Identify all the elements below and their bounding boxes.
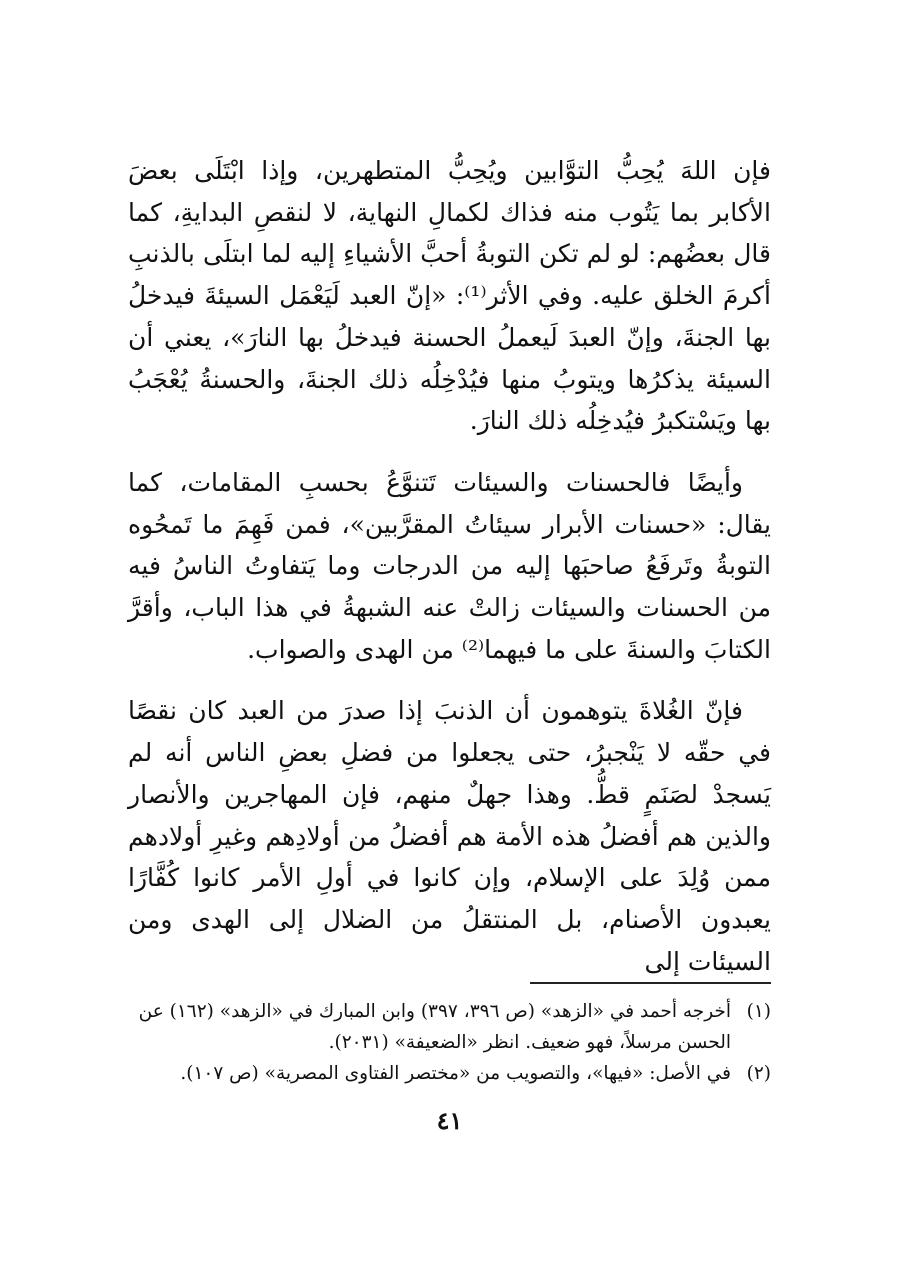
- footnote-1: [128, 996, 771, 1058]
- body-paragraph-2: وأيضًا فالحسنات والسيئات تَتنوَّعُ بحسبِ المقامات، كما يقال: «حسنات الأبرار سيئاتُ المقرَّبين»، فمن فَهِمَ ما تَمحُوه التوبةُ وتَرفَعُ صاحبَها إليه من الدرجات وما يَتفاوتُ الناسُ فيه من الحسنات والسيئات زالتْ عنه الشبهةُ في هذا الباب، وأقرَّ الكتابَ والسنةَ على ما فيهما⁽²⁾ من الهدى والصواب.: [128, 467, 771, 664]
- body-paragraph-3: فإنّ الغُلاةَ يتوهمون أن الذنبَ إذا صدرَ من العبد كان نقصًا في حقّه لا يَنْجبرُ، حتى يجعلوا من فضلِ بعضِ الناس أنه لم يَسجدْ لصَنَمٍ قطُّ. وهذا جهلٌ منهم، فإن المهاجرين والأنصار والذين هم أفضلُ هذه الأمة هم أفضلُ من أولادِهم وغيرِ أولادهم ممن وُلِدَ على الإسلام، وإن كانوا في أولِ الأمر كانوا كُفَّارًا يعبدون الأصنام، بل المنتقلُ من الضلال إلى الهدى ومن السيئات إلى: [128, 696, 771, 976]
- book-page: [128, 150, 771, 1190]
- page-number: ٤١: [436, 1106, 463, 1135]
- footnote-text: أخرجه أحمد في «الزهد» (ص ٣٩٦، ٣٩٧) وابن المبارك في «الزهد» (١٦٢) عن الحسن مرسلاً، فهو ضعيف. انظر «الضعيفة» (٢٠٣١).: [138, 1001, 731, 1053]
- footnote-text: في الأصل: «فيها»، والتصويب من «مختصر الفتاوى المصرية» (ص ١٠٧).: [180, 1063, 731, 1084]
- footnote-2: [128, 1058, 771, 1089]
- body-paragraph-1: فإن اللهَ يُحِبُّ التوَّابين ويُحِبُّ المتطهرين، وإذا ابْتَلَى بعضَ الأكابر بما يَتُوب منه فذاك لكمالِ النهاية، لا لنقصِ البدايةِ، كما قال بعضُهم: لو لم تكن التوبةُ أحبَّ الأشياءِ إليه لما ابتلَى بالذنبِ أكرمَ الخلق عليه. وفي الأثر⁽¹⁾: «إنّ العبد لَيَعْمَل السيئةَ فيدخلُ بها الجنةَ، وإنّ العبدَ لَيعملُ الحسنة فيدخلُ بها النارَ»، يعني أن السيئة يذكرُها ويتوبُ منها فيُدْخِلُه ذلك الجنةَ، والحسنةُ يُعْجَبُ بها ويَسْتكبرُ فيُدخِلُه ذلك النارَ.: [128, 156, 772, 436]
- footnote-number: (٢): [746, 1063, 771, 1084]
- footnote-separator: [530, 982, 771, 984]
- footnotes: [128, 996, 771, 1089]
- footnote-number: (١): [746, 1001, 771, 1022]
